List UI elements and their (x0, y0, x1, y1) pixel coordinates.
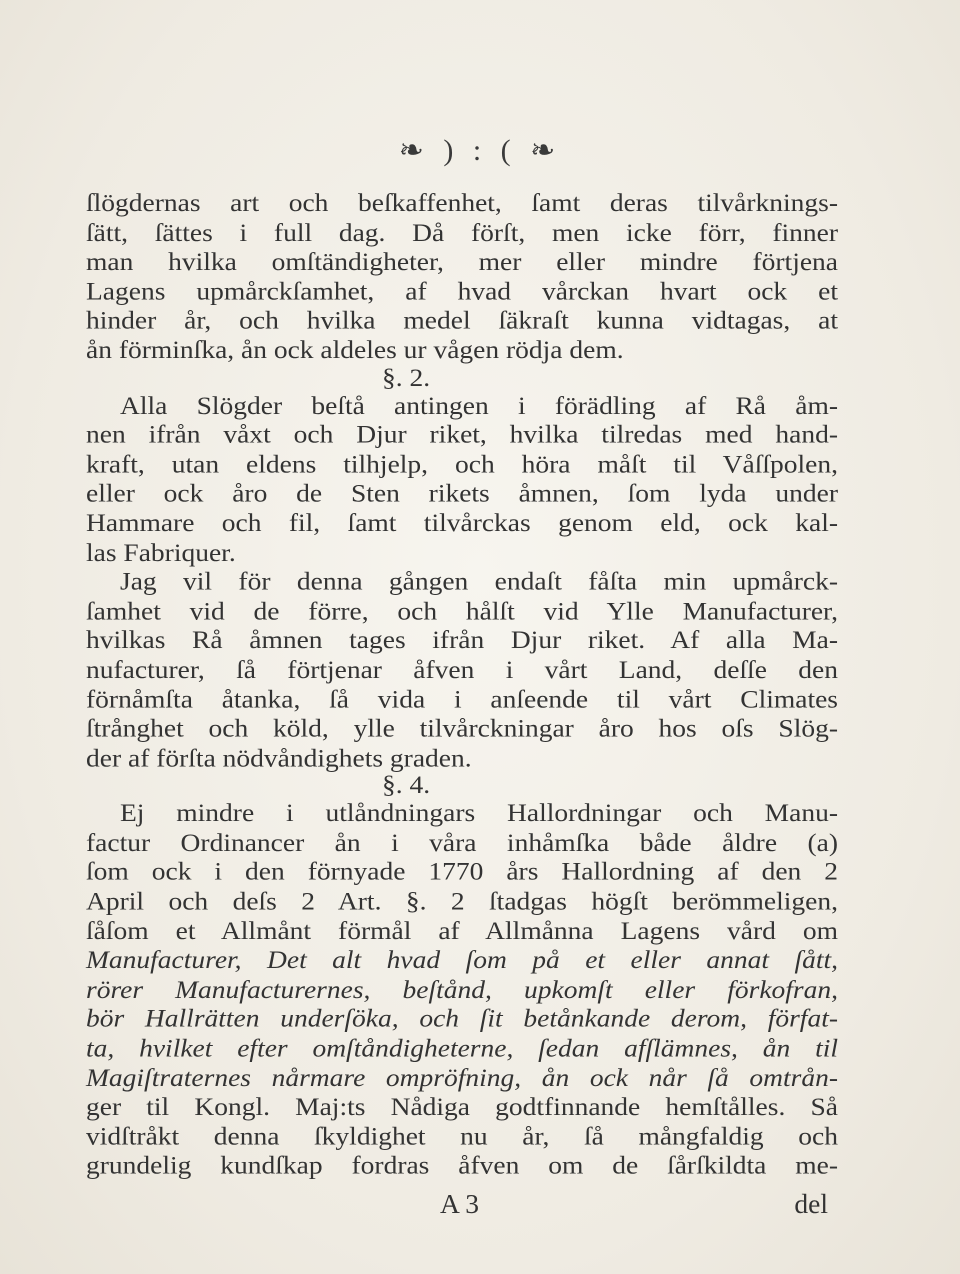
text-line: ån förminſka, ån ock aldeles ur vågen rödja dem. (86, 334, 624, 364)
text-line: man hvilka omſtändigheter, mer eller mindre förtjena (86, 246, 838, 276)
text-line: factur Ordinancer ån i våra inhåmſka både åldre (a) (86, 827, 838, 857)
text-line: kraft, utan eldens tilhjelp, och höra måſt til Våſſpolen, (86, 449, 838, 478)
text-line: förnåmſta åtanka, ſå vida i anſeende til vårt Climates (86, 684, 838, 713)
text-line: nen ifrån våxt och Djur riket, hvilka tilredas med hand- (86, 419, 838, 449)
text-line: hinder år, och hvilka medel ſäkraſt kunna vidtagas, at (86, 305, 838, 335)
text-line: Jag vil för denna gången endaſt fåſta min upmårck- (120, 566, 838, 596)
text-line: Hammare och fil, ſamt tilvårckas genom eld, ock kal- (86, 507, 838, 537)
text-line: Alla Slögder beſtå antingen i förädling af Rå åm- (120, 390, 838, 420)
paragraph-3 (86, 567, 838, 773)
body-text (86, 188, 838, 1180)
text-line: eller ock åro de Sten rikets åmnen, ſom lyda under (86, 478, 838, 508)
text-line: April och deſs 2 Art. §. 2 ſtadgas högſt berömmeligen, (86, 886, 838, 916)
paragraph-2 (86, 390, 838, 566)
text-line: vidſtråkt denna ſkyldighet nu år, ſå mångfaldig och (86, 1121, 838, 1151)
text-line: Magiſtraternes nårmare ompröfning, ån ock når ſå omtrån- (86, 1062, 838, 1092)
text-line: ger til Kongl. Maj:ts Nådiga godtfinnande hemſtålles. Så (86, 1091, 838, 1121)
paragraph-4 (86, 798, 838, 1180)
text-line: ſlögdernas art och beſkaffenhet, ſamt deras tilvårknings- (86, 188, 838, 217)
text-line: ſåſom et Allmånt förmål af Allmånna Lagens vård om (86, 915, 838, 945)
text-line: Ej mindre i utlåndningars Hallordningar och Manu- (120, 798, 838, 827)
text-line: ſätt, ſättes i full dag. Då förſt, men icke förr, finner (86, 217, 838, 247)
page-header-ornament: ❧ ) : ( ❧ (398, 134, 562, 167)
text-line: grundelig kundſkap fordras åfven om de ſårſkildta me- (86, 1150, 838, 1180)
text-line: hvilkas Rå åmnen tages ifrån Djur riket. Af alla Ma- (86, 625, 838, 655)
text-line: ſom ock i den förnyade 1770 års Hallordning af den 2 (86, 856, 838, 886)
text-line: las Fabriquer. (86, 537, 236, 566)
text-line: bör Hallrätten underſöka, och ſit betånkande derom, förfat- (86, 1003, 838, 1033)
text-line: ſamhet vid de förre, och hålſt vid Ylle Manufacturer, (86, 595, 838, 625)
catchword: del (794, 1188, 828, 1219)
text-line: rörer Manufacturernes, beſtånd, upkomſt eller förkofran, (86, 974, 838, 1004)
text-line: der af förſta nödvåndighets graden. (86, 742, 472, 772)
section-heading: §. 2. (382, 362, 431, 392)
signature-mark: A 3 (440, 1188, 479, 1219)
text-line: nufacturer, ſå förtjenar åfven i vårt Land, deſſe den (86, 654, 838, 684)
text-line: ta, hvilket efter omſtåndigheterne, ſedan afſlämnes, ån til (86, 1033, 838, 1062)
text-line: Manufacturer, Det alt hvad ſom på et eller annat ſått, (86, 945, 838, 974)
text-line: ſtrånghet och köld, ylle tilvårckningar åro hos oſs Slög- (86, 713, 838, 743)
text-line: Lagens upmårckſamhet, af hvad vårckan hvart ock et (86, 276, 838, 305)
paragraph-1 (86, 188, 838, 364)
section-heading: §. 4. (382, 770, 431, 800)
